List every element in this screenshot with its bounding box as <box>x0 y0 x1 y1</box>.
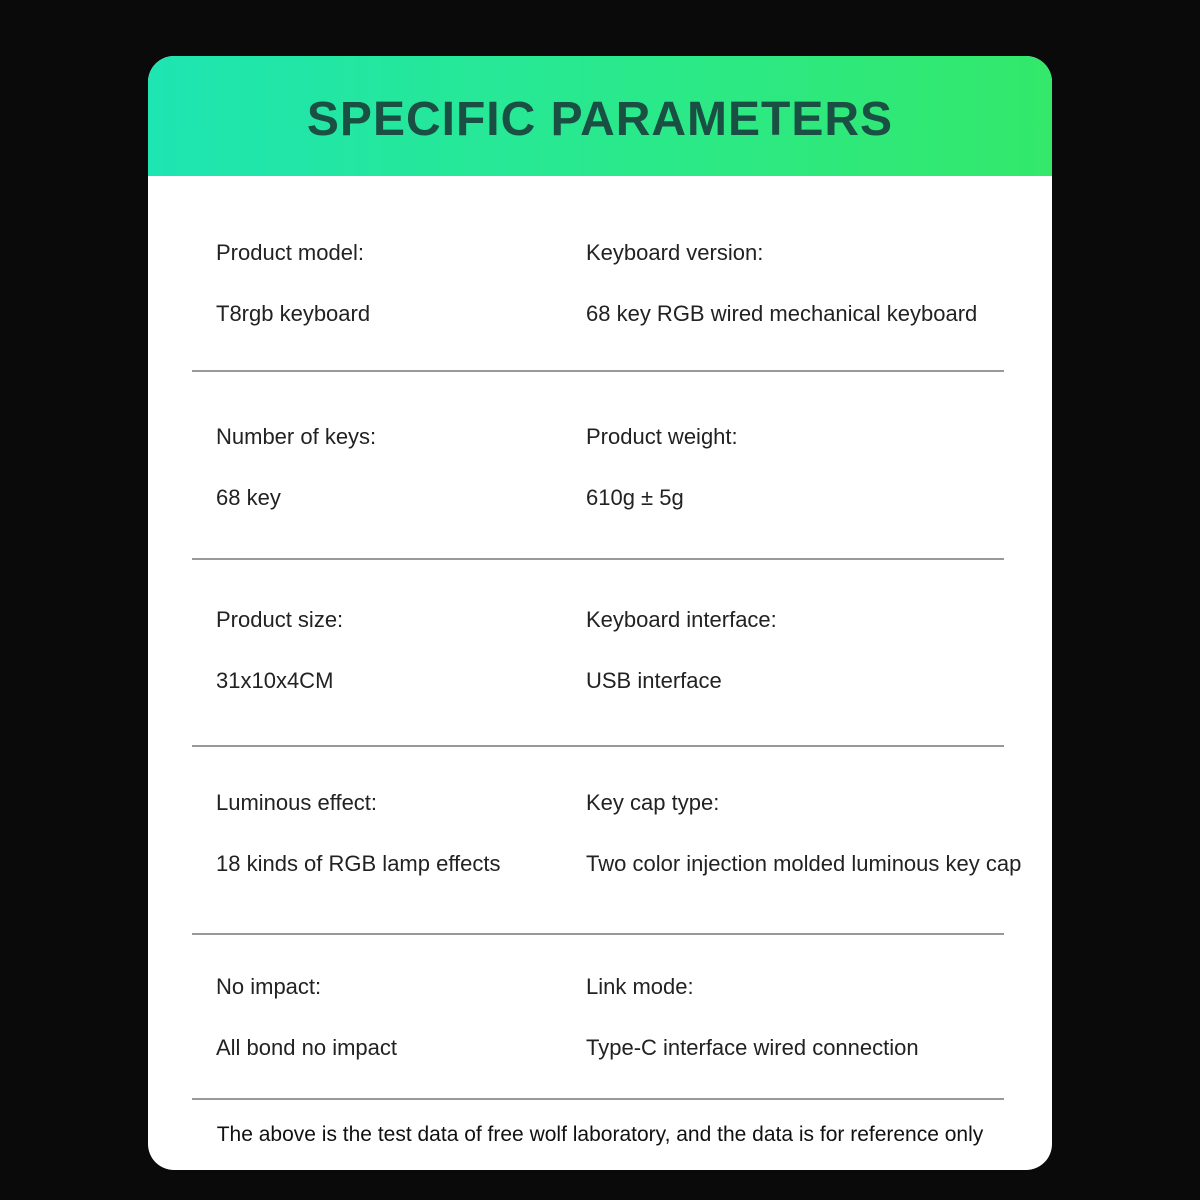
spec-label: Keyboard interface: <box>586 607 777 632</box>
spec-label: Link mode: <box>586 974 694 999</box>
spec-label: No impact: <box>216 974 322 999</box>
spec-value: Type-C interface wired connection <box>586 1035 919 1060</box>
spec-label: Key cap type: <box>586 790 720 815</box>
spec-label: Product size: <box>216 607 344 632</box>
spec-label: Number of keys: <box>216 424 377 449</box>
spec-value: Two color injection molded luminous key cap <box>586 851 1022 876</box>
spec-value: 610g ± 5g <box>586 485 684 510</box>
page-title: SPECIFIC PARAMETERS <box>306 93 894 146</box>
spec-label: Keyboard version: <box>586 240 764 265</box>
spec-label: Luminous effect: <box>216 790 378 815</box>
footer-note: The above is the test data of free wolf laboratory, and the data is for reference only <box>216 1123 984 1146</box>
spec-item-link-mode <box>586 974 919 1061</box>
row-divider <box>192 745 1004 747</box>
spec-item-luminous-effect <box>216 790 501 877</box>
row-divider <box>192 558 1004 560</box>
spec-value: T8rgb keyboard <box>216 301 371 326</box>
spec-item-product-weight <box>586 424 738 511</box>
row-divider <box>192 933 1004 935</box>
spec-label: Product model: <box>216 240 364 265</box>
spec-item-key-cap-type <box>586 790 1021 877</box>
spec-value: 18 kinds of RGB lamp effects <box>216 851 501 876</box>
spec-item-keyboard-version <box>586 240 977 327</box>
spec-item-number-of-keys <box>216 424 376 511</box>
parameters-card <box>148 56 1052 1170</box>
spec-value: 68 key <box>216 485 281 510</box>
header-banner <box>148 56 1052 176</box>
row-divider <box>192 1098 1004 1100</box>
spec-item-product-model <box>216 240 370 327</box>
spec-item-no-impact <box>216 974 397 1061</box>
row-divider <box>192 370 1004 372</box>
spec-label: Product weight: <box>586 424 738 449</box>
spec-item-keyboard-interface <box>586 607 777 694</box>
spec-item-product-size <box>216 607 343 694</box>
spec-value: USB interface <box>586 668 722 693</box>
spec-value: All bond no impact <box>216 1035 397 1060</box>
spec-value: 31x10x4CM <box>216 668 334 693</box>
spec-value: 68 key RGB wired mechanical keyboard <box>586 301 978 326</box>
